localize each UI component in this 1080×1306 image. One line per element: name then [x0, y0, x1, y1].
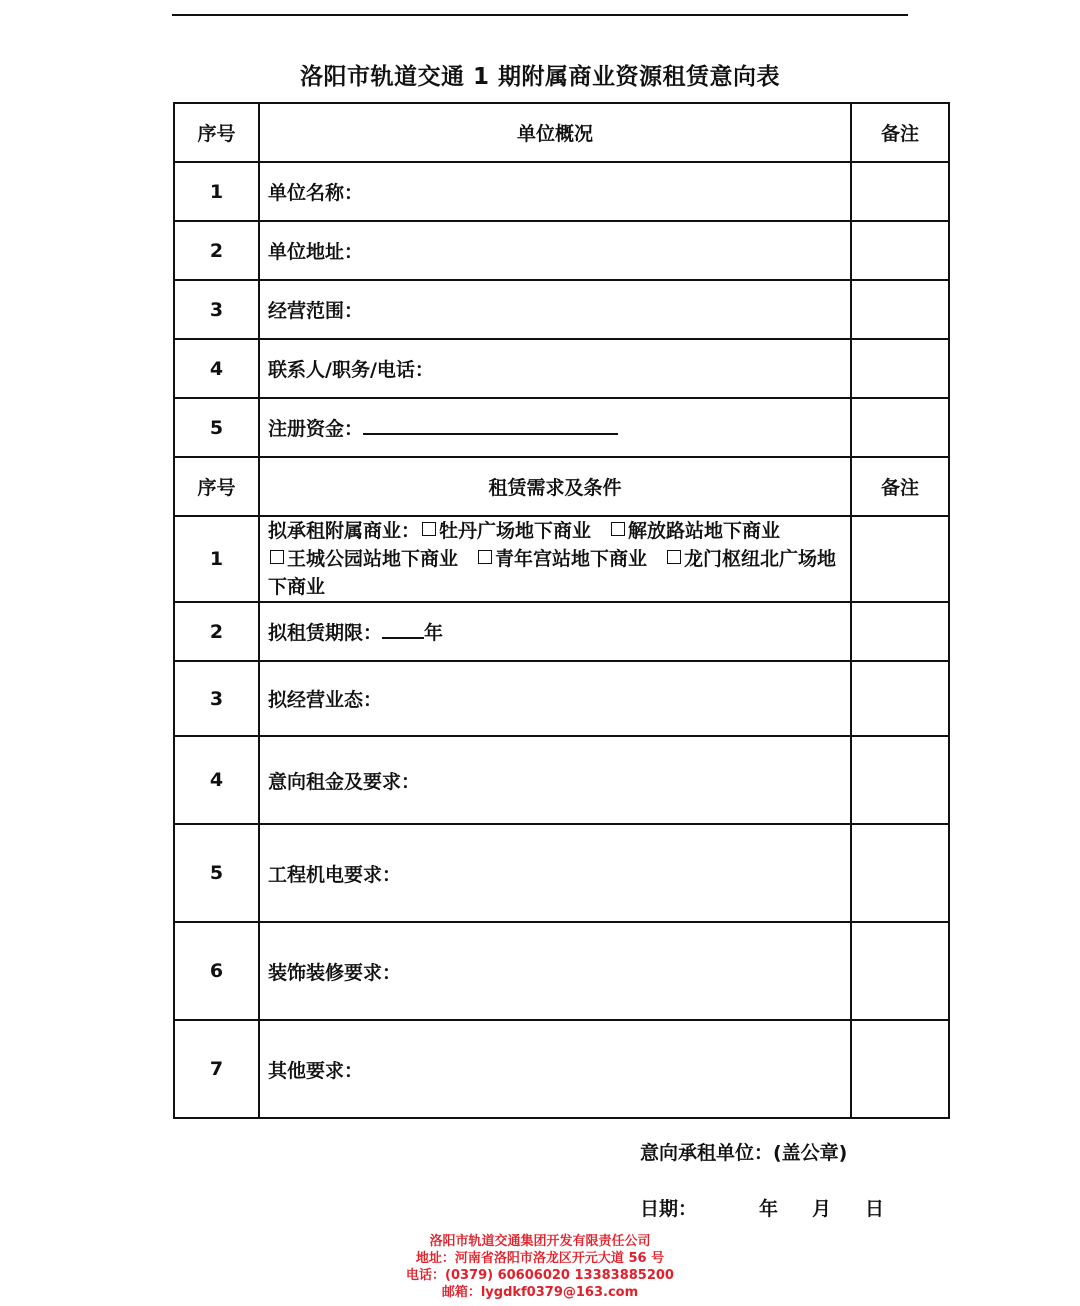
other-requirements-field[interactable] — [259, 1020, 851, 1118]
rent-requirements-field[interactable] — [259, 736, 851, 824]
unit-name-field[interactable] — [259, 162, 851, 221]
option-qingniangong[interactable]: 青年宫站地下商业 — [476, 548, 647, 570]
lease-term-field[interactable] — [259, 602, 851, 661]
note-cell[interactable] — [851, 398, 949, 457]
table-row — [174, 339, 949, 398]
col-lease-requirements-header: 租赁需求及条件 — [259, 457, 851, 516]
field-label: 拟租赁期限： — [268, 622, 383, 644]
date-label: 日期： — [640, 1198, 698, 1220]
table-row — [174, 162, 949, 221]
field-label: 其他要求： — [268, 1059, 364, 1082]
table-row — [174, 1020, 949, 1118]
unit-address-field[interactable] — [259, 221, 851, 280]
row-number: 3 — [174, 280, 259, 339]
note-cell[interactable] — [851, 736, 949, 824]
row-number: 3 — [174, 661, 259, 736]
row-number: 7 — [174, 1020, 259, 1118]
col-note-header: 备注 — [851, 457, 949, 516]
note-cell[interactable] — [851, 824, 949, 922]
table-row — [174, 602, 949, 661]
note-cell[interactable] — [851, 221, 949, 280]
row-number: 4 — [174, 736, 259, 824]
note-cell[interactable] — [851, 162, 949, 221]
contact-field[interactable] — [259, 339, 851, 398]
company-email: 邮箱：lygdkf0379@163.com — [441, 1285, 639, 1300]
note-cell[interactable] — [851, 516, 949, 602]
table-row — [174, 661, 949, 736]
intended-commercial-field — [259, 516, 851, 602]
note-cell[interactable] — [851, 1020, 949, 1118]
company-footer — [0, 1233, 1080, 1301]
table-row — [174, 736, 949, 824]
option-jiefang-road[interactable]: 解放路站地下商业 — [609, 520, 780, 542]
field-label: 装饰装修要求： — [268, 961, 402, 984]
note-cell[interactable] — [851, 339, 949, 398]
lease-intention-table — [173, 102, 950, 1119]
option-longmen-hub[interactable]: 龙门枢纽北广场地下商业 — [268, 548, 837, 598]
table-row — [174, 824, 949, 922]
capital-blank-line[interactable] — [363, 415, 618, 435]
company-address: 地址：河南省洛阳市洛龙区开元大道 56 号 — [415, 1251, 665, 1266]
note-cell[interactable] — [851, 602, 949, 661]
registered-capital-field[interactable] — [259, 398, 851, 457]
checkbox[interactable] — [611, 522, 625, 536]
field-label: 联系人/职务/电话： — [268, 359, 434, 381]
option-wangcheng-park[interactable]: 王城公园站地下商业 — [268, 548, 458, 570]
checkbox[interactable] — [270, 550, 284, 564]
day-label: 日 — [865, 1198, 885, 1220]
row-number: 4 — [174, 339, 259, 398]
table-row — [174, 280, 949, 339]
col-index-header: 序号 — [174, 103, 259, 162]
field-label: 注册资金： — [268, 418, 364, 440]
decoration-requirements-field[interactable] — [259, 922, 851, 1020]
field-label: 拟经营业态： — [268, 689, 383, 711]
field-label: 单位名称： — [268, 182, 364, 204]
note-cell[interactable] — [851, 922, 949, 1020]
business-format-field[interactable] — [259, 661, 851, 736]
option-mudan-square[interactable]: 牡丹广场地下商业 — [420, 520, 591, 542]
checkbox[interactable] — [422, 522, 436, 536]
table-row — [174, 516, 949, 602]
date-line — [640, 1194, 884, 1221]
field-label: 意向租金及要求： — [268, 770, 421, 793]
lease-term-blank-line[interactable] — [382, 619, 424, 639]
field-label: 经营范围： — [268, 300, 364, 322]
seal-label: 意向承租单位：(盖公章) — [640, 1142, 848, 1164]
col-unit-overview-header: 单位概况 — [259, 103, 851, 162]
table-row — [174, 922, 949, 1020]
note-cell[interactable] — [851, 661, 949, 736]
section1-header-row — [174, 103, 949, 162]
top-rule — [172, 14, 908, 16]
row-number: 6 — [174, 922, 259, 1020]
company-phone: 电话：(0379) 60606020 13383885200 — [406, 1268, 674, 1283]
field-label: 工程机电要求： — [268, 863, 402, 886]
form-title: 洛阳市轨道交通 1 期附属商业资源租赁意向表 — [299, 64, 781, 90]
row-number: 1 — [174, 162, 259, 221]
checkbox[interactable] — [667, 550, 681, 564]
month-label: 月 — [812, 1198, 832, 1220]
year-suffix: 年 — [424, 622, 444, 644]
row-number: 2 — [174, 602, 259, 661]
note-cell[interactable] — [851, 280, 949, 339]
row-number: 5 — [174, 398, 259, 457]
company-name: 洛阳市轨道交通集团开发有限责任公司 — [429, 1234, 651, 1249]
col-note-header: 备注 — [851, 103, 949, 162]
mep-requirements-field[interactable] — [259, 824, 851, 922]
row-number: 2 — [174, 221, 259, 280]
section2-header-row — [174, 457, 949, 516]
year-label: 年 — [759, 1198, 779, 1220]
row-number: 1 — [174, 516, 259, 602]
table-row — [174, 398, 949, 457]
row-number: 5 — [174, 824, 259, 922]
col-index-header: 序号 — [174, 457, 259, 516]
field-label: 拟承租附属商业： — [268, 520, 421, 542]
checkbox[interactable] — [478, 550, 492, 564]
business-scope-field[interactable] — [259, 280, 851, 339]
field-label: 单位地址： — [268, 241, 364, 263]
table-row — [174, 221, 949, 280]
